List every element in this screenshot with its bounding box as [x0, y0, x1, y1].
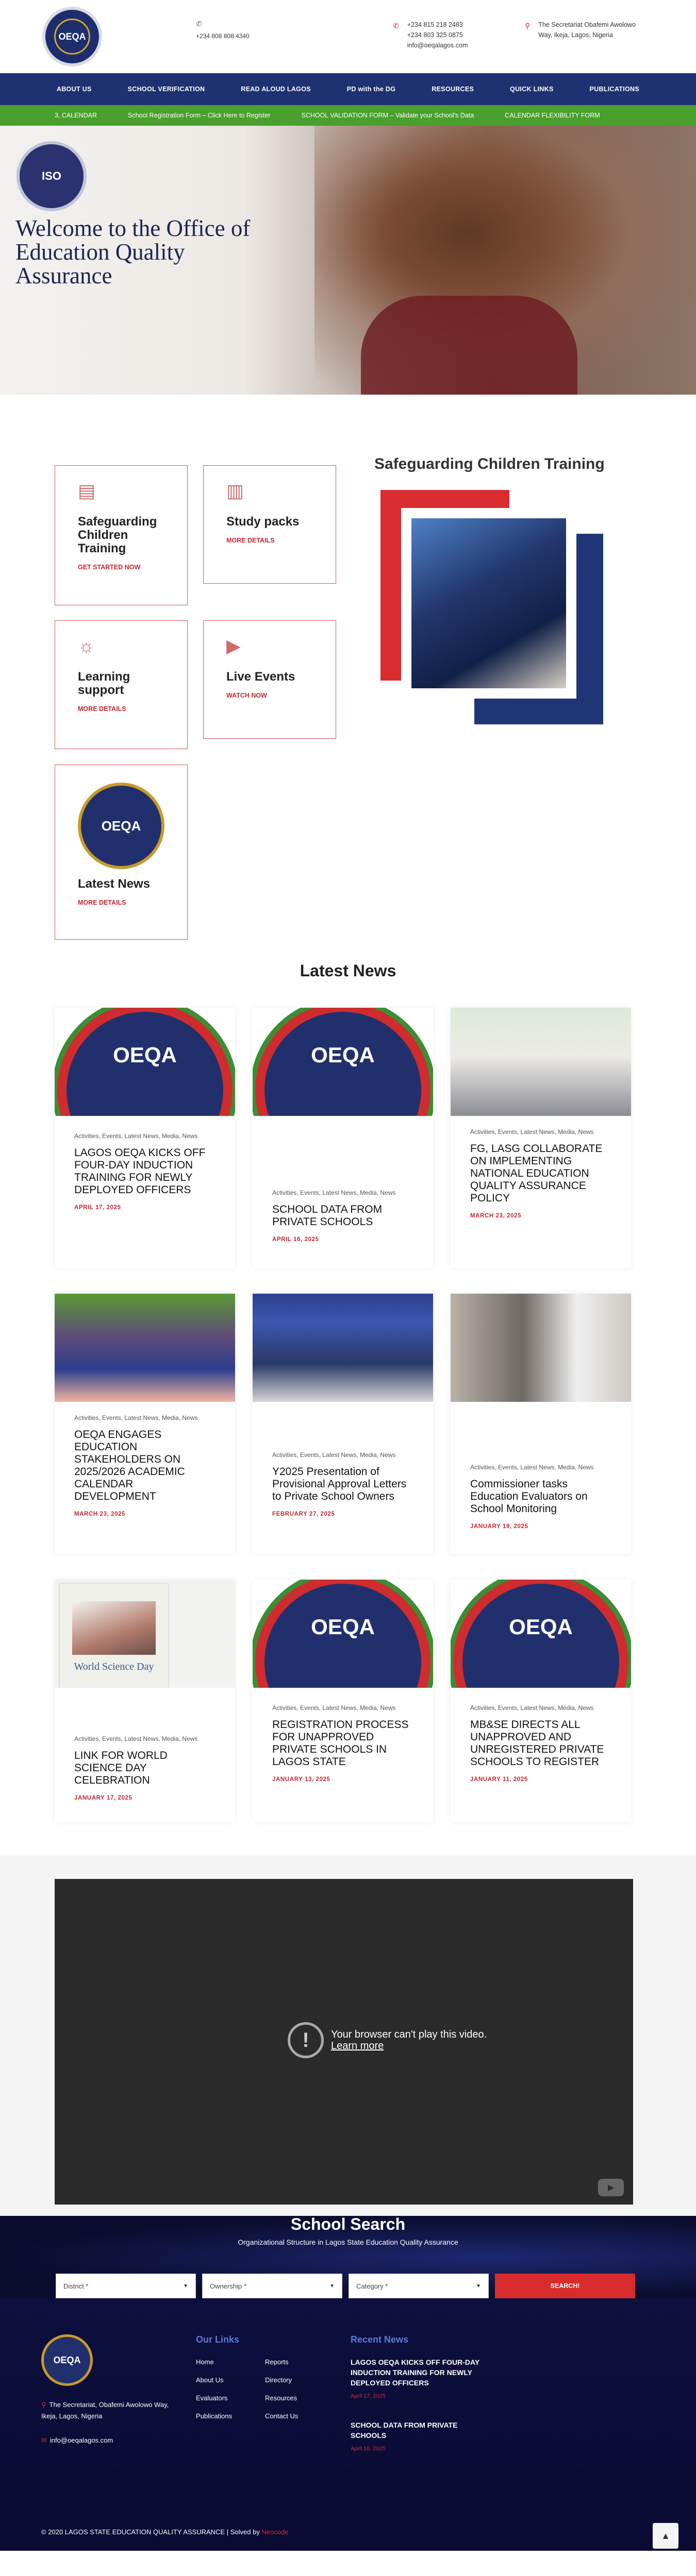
ticker-item[interactable]: CALENDAR FLEXIBILITY FORM [505, 112, 600, 119]
footer-links [196, 2358, 327, 2420]
nav-resources[interactable]: RESOURCES [432, 86, 474, 93]
news-categories: Activities, Events, Latest News, Media, News [470, 1128, 594, 1136]
news-title[interactable]: MB&SE DIRECTS ALL UNAPPROVED AND UNREGISTERED PRIVATE SCHOOLS TO REGISTER [470, 1719, 604, 1768]
news-categories: Activities, Events, Latest News, Media, News [74, 1414, 198, 1421]
news-image [55, 1580, 235, 1688]
hero-photo-detail [361, 296, 577, 395]
section-heading: Latest News [300, 961, 396, 980]
news-image: OEQA [253, 1580, 433, 1688]
card-title: Live Events [226, 670, 295, 684]
footer-links-heading: Our Links [196, 2334, 240, 2345]
header-phone-number[interactable]: +234 808 808 4340 [196, 32, 250, 40]
feature-photo [401, 508, 576, 699]
recent-post[interactable] [351, 2357, 485, 2399]
news-card[interactable] [55, 1008, 235, 1268]
more-details-link[interactable]: MORE DETAILS [78, 705, 126, 713]
search-button[interactable]: SEARCH! [495, 2274, 635, 2298]
news-card[interactable] [253, 1580, 433, 1822]
news-title[interactable]: Y2025 Presentation of Provisional Approval Letters to Private School Owners [272, 1466, 407, 1502]
news-date: JANUARY 17, 2025 [74, 1795, 132, 1801]
footer-link-evaluators[interactable]: Evaluators [196, 2394, 228, 2402]
news-title[interactable]: LAGOS OEQA KICKS OFF FOUR-DAY INDUCTION TRAINING FOR NEWLY DEPLOYED OFFICERS [74, 1147, 206, 1196]
news-title[interactable]: SCHOOL DATA FROM PRIVATE SCHOOLS [272, 1204, 383, 1228]
video-error [288, 2022, 487, 2058]
services-section [0, 395, 696, 961]
recent-post-date: April 17, 2025 [351, 2393, 386, 2399]
nav-pd-with-dg[interactable]: PD with the DG [346, 86, 396, 93]
footer-link-contact-us[interactable]: Contact Us [265, 2412, 299, 2420]
news-date: JANUARY 11, 2025 [470, 1776, 528, 1783]
card-learning-support[interactable] [55, 620, 188, 749]
scroll-to-top-button[interactable]: ▲ [653, 2523, 678, 2549]
video-section [0, 1855, 696, 2298]
news-image [451, 1294, 631, 1402]
learn-more-link[interactable]: Learn more [331, 2040, 384, 2052]
footer [0, 2298, 696, 2551]
more-details-link[interactable]: MORE DETAILS [78, 899, 126, 906]
ticker-item[interactable]: School Registration Form – Click Here to Register [127, 112, 271, 119]
card-safeguarding[interactable] [55, 465, 188, 605]
site-logo[interactable]: OEQA [42, 7, 102, 66]
card-live-events[interactable] [203, 620, 336, 739]
youtube-icon[interactable]: ▶ [598, 2179, 624, 2196]
recent-news-heading: Recent News [351, 2334, 409, 2345]
school-search [0, 2216, 696, 2298]
category-select[interactable]: Category * ▼ [349, 2274, 489, 2298]
more-details-link[interactable]: MORE DETAILS [226, 537, 275, 544]
location-pin-icon: ⚲ [41, 2401, 46, 2409]
recent-post-date: April 16, 2025 [351, 2446, 386, 2452]
footer-logo[interactable]: OEQA [41, 2334, 93, 2386]
news-image [451, 1008, 631, 1116]
news-title[interactable]: Commissioner tasks Education Evaluators on School Monitoring [470, 1478, 588, 1515]
footer-address: ⚲ The Secretariat, Obafemi Awolowo Way, Ikeja, Lagos, Nigeria [41, 2401, 169, 2420]
header-phone [196, 20, 250, 40]
news-card[interactable] [55, 1294, 235, 1554]
news-title[interactable]: OEQA ENGAGES EDUCATION STAKEHOLDERS ON 2025/2026 ACADEMIC CALENDAR DEVELOPMENT [74, 1429, 185, 1502]
card-study-packs[interactable] [203, 465, 336, 584]
news-image: OEQA [253, 1008, 433, 1116]
search-subtitle: Organizational Structure in Lagos State Education Quality Assurance [238, 2238, 458, 2246]
card-title: Safeguarding Children Training [78, 515, 157, 555]
news-image: OEQA [451, 1580, 631, 1688]
alert-icon: ! [288, 2022, 324, 2058]
video-icon: ▶ [226, 635, 241, 656]
news-categories: Activities, Events, Latest News, Media, News [74, 1132, 198, 1140]
news-date: APRIL 17, 2025 [74, 1205, 121, 1211]
book-icon: ▥ [226, 480, 244, 501]
nav-quick-links[interactable]: QUICK LINKS [510, 86, 554, 93]
header-contacts [393, 20, 468, 50]
news-card[interactable] [253, 1008, 433, 1268]
oeqa-badge: OEQA [78, 783, 164, 869]
header-address [525, 20, 638, 40]
contact-email[interactable]: info@oeqalagos.com [407, 42, 468, 49]
document-icon: ▤ [78, 480, 96, 501]
copyright: © 2020 LAGOS STATE EDUCATION QUALITY ASSURANCE | Solved by Neocode [41, 2528, 289, 2536]
main-nav [0, 73, 696, 105]
recent-post-title[interactable]: SCHOOL DATA FROM PRIVATE SCHOOLS [351, 2421, 458, 2439]
news-title[interactable]: LINK FOR WORLD SCIENCE DAY CELEBRATION [74, 1750, 168, 1786]
location-pin-icon: ⚲ [525, 22, 531, 30]
ticker-item[interactable]: SCHOOL VALIDATION FORM – Validate your School's Data [301, 112, 474, 119]
phone-icon: ✆ [196, 20, 202, 28]
footer-link-resources[interactable]: Resources [265, 2394, 297, 2402]
card-title: Study packs [226, 515, 300, 529]
news-categories: Activities, Events, Latest News, Media, News [272, 1704, 396, 1711]
nav-publications[interactable]: PUBLICATIONS [589, 86, 639, 93]
footer-link-reports[interactable]: Reports [265, 2358, 289, 2366]
search-title: School Search [290, 2215, 406, 2233]
credit-link[interactable]: Neocode [261, 2528, 289, 2536]
news-card[interactable] [55, 1580, 235, 1822]
nav-about-us[interactable]: ABOUT US [57, 86, 92, 93]
nav-read-aloud-lagos[interactable]: READ ALOUD LAGOS [241, 86, 311, 93]
ticker-item[interactable]: 3, CALENDAR [55, 112, 97, 119]
footer-link-directory[interactable]: Directory [265, 2376, 292, 2384]
footer-link-publications[interactable]: Publications [196, 2412, 233, 2420]
iso-badge: ISO [16, 141, 87, 211]
world-science-day-poster [60, 1584, 168, 1688]
news-card[interactable] [451, 1580, 631, 1822]
news-card[interactable] [451, 1008, 631, 1268]
footer-link-home[interactable]: Home [196, 2358, 214, 2366]
search-form [56, 2274, 635, 2298]
news-categories: Activities, Events, Latest News, Media, News [272, 1451, 396, 1459]
poster-caption: World Science Day [74, 1661, 154, 1672]
footer-link-about-us[interactable]: About Us [196, 2376, 224, 2384]
chevron-down-icon: ▼ [183, 2283, 188, 2289]
news-date: JANUARY 13, 2025 [272, 1776, 330, 1783]
news-date: FEBRUARY 27, 2025 [272, 1511, 335, 1517]
video-error-message: Your browser can't play this video. [331, 2029, 487, 2040]
news-date: APRIL 16, 2025 [272, 1236, 319, 1243]
feature-title: Safeguarding Children Training [374, 455, 605, 472]
phone-icon: ✆ [393, 22, 399, 30]
recent-post-title[interactable]: LAGOS OEQA KICKS OFF FOUR-DAY INDUCTION TRAINING FOR NEWLY DEPLOYED OFFICERS [351, 2358, 479, 2387]
address-text: The Secretariat Obafemi Awolowo Way, Ikeja, Lagos, Nigeria [538, 21, 636, 39]
get-started-link[interactable]: GET STARTED NOW [78, 564, 141, 571]
news-title[interactable]: REGISTRATION PROCESS FOR UNAPPROVED PRIVATE SCHOOLS IN LAGOS STATE [272, 1719, 409, 1768]
news-image: OEQA [55, 1008, 235, 1116]
district-select[interactable]: District * ▼ [56, 2274, 196, 2298]
mail-icon: ✉ [41, 2436, 47, 2444]
latest-news-section [0, 961, 696, 1855]
news-categories: Activities, Events, Latest News, Media, News [74, 1735, 198, 1742]
video-player[interactable] [55, 1879, 633, 2205]
news-card[interactable] [451, 1294, 631, 1554]
watch-now-link[interactable]: WATCH NOW [226, 692, 267, 699]
news-categories: Activities, Events, Latest News, Media, News [272, 1189, 396, 1196]
news-title[interactable]: FG, LASG COLLABORATE ON IMPLEMENTING NATIONAL EDUCATION QUALITY ASSURANCE POLICY [470, 1143, 603, 1204]
news-ticker [0, 105, 696, 126]
news-date: MARCH 23, 2025 [74, 1511, 126, 1517]
card-latest-news[interactable] [55, 765, 188, 940]
footer-email[interactable]: ✉ info@oeqalagos.com [41, 2436, 113, 2444]
nav-school-verification[interactable]: SCHOOL VERIFICATION [127, 86, 205, 93]
chevron-down-icon: ▼ [329, 2283, 335, 2289]
recent-post[interactable] [351, 2420, 485, 2452]
contact-phone-1[interactable]: +234 815 218 2483 [407, 21, 463, 28]
header [0, 0, 696, 73]
hero-title: Welcome to the Office of Education Quality Assurance [15, 215, 251, 289]
news-image [253, 1294, 433, 1402]
news-date: MARCH 23, 2025 [470, 1213, 522, 1219]
news-card[interactable] [253, 1294, 433, 1554]
news-categories: Activities, Events, Latest News, Media, News [470, 1464, 594, 1471]
contact-phone-2[interactable]: +234 803 325 0875 [407, 31, 463, 39]
news-categories: Activities, Events, Latest News, Media, News [470, 1704, 594, 1711]
chevron-down-icon: ▼ [476, 2283, 481, 2289]
news-date: JANUARY 19, 2025 [470, 1523, 528, 1530]
card-title: Learning support [78, 670, 130, 697]
hero-banner [0, 126, 696, 395]
news-image [55, 1294, 235, 1402]
ownership-select[interactable]: Ownership * ▼ [202, 2274, 342, 2298]
lightbulb-icon: ☼ [78, 635, 95, 656]
card-title: Latest News [78, 877, 151, 891]
